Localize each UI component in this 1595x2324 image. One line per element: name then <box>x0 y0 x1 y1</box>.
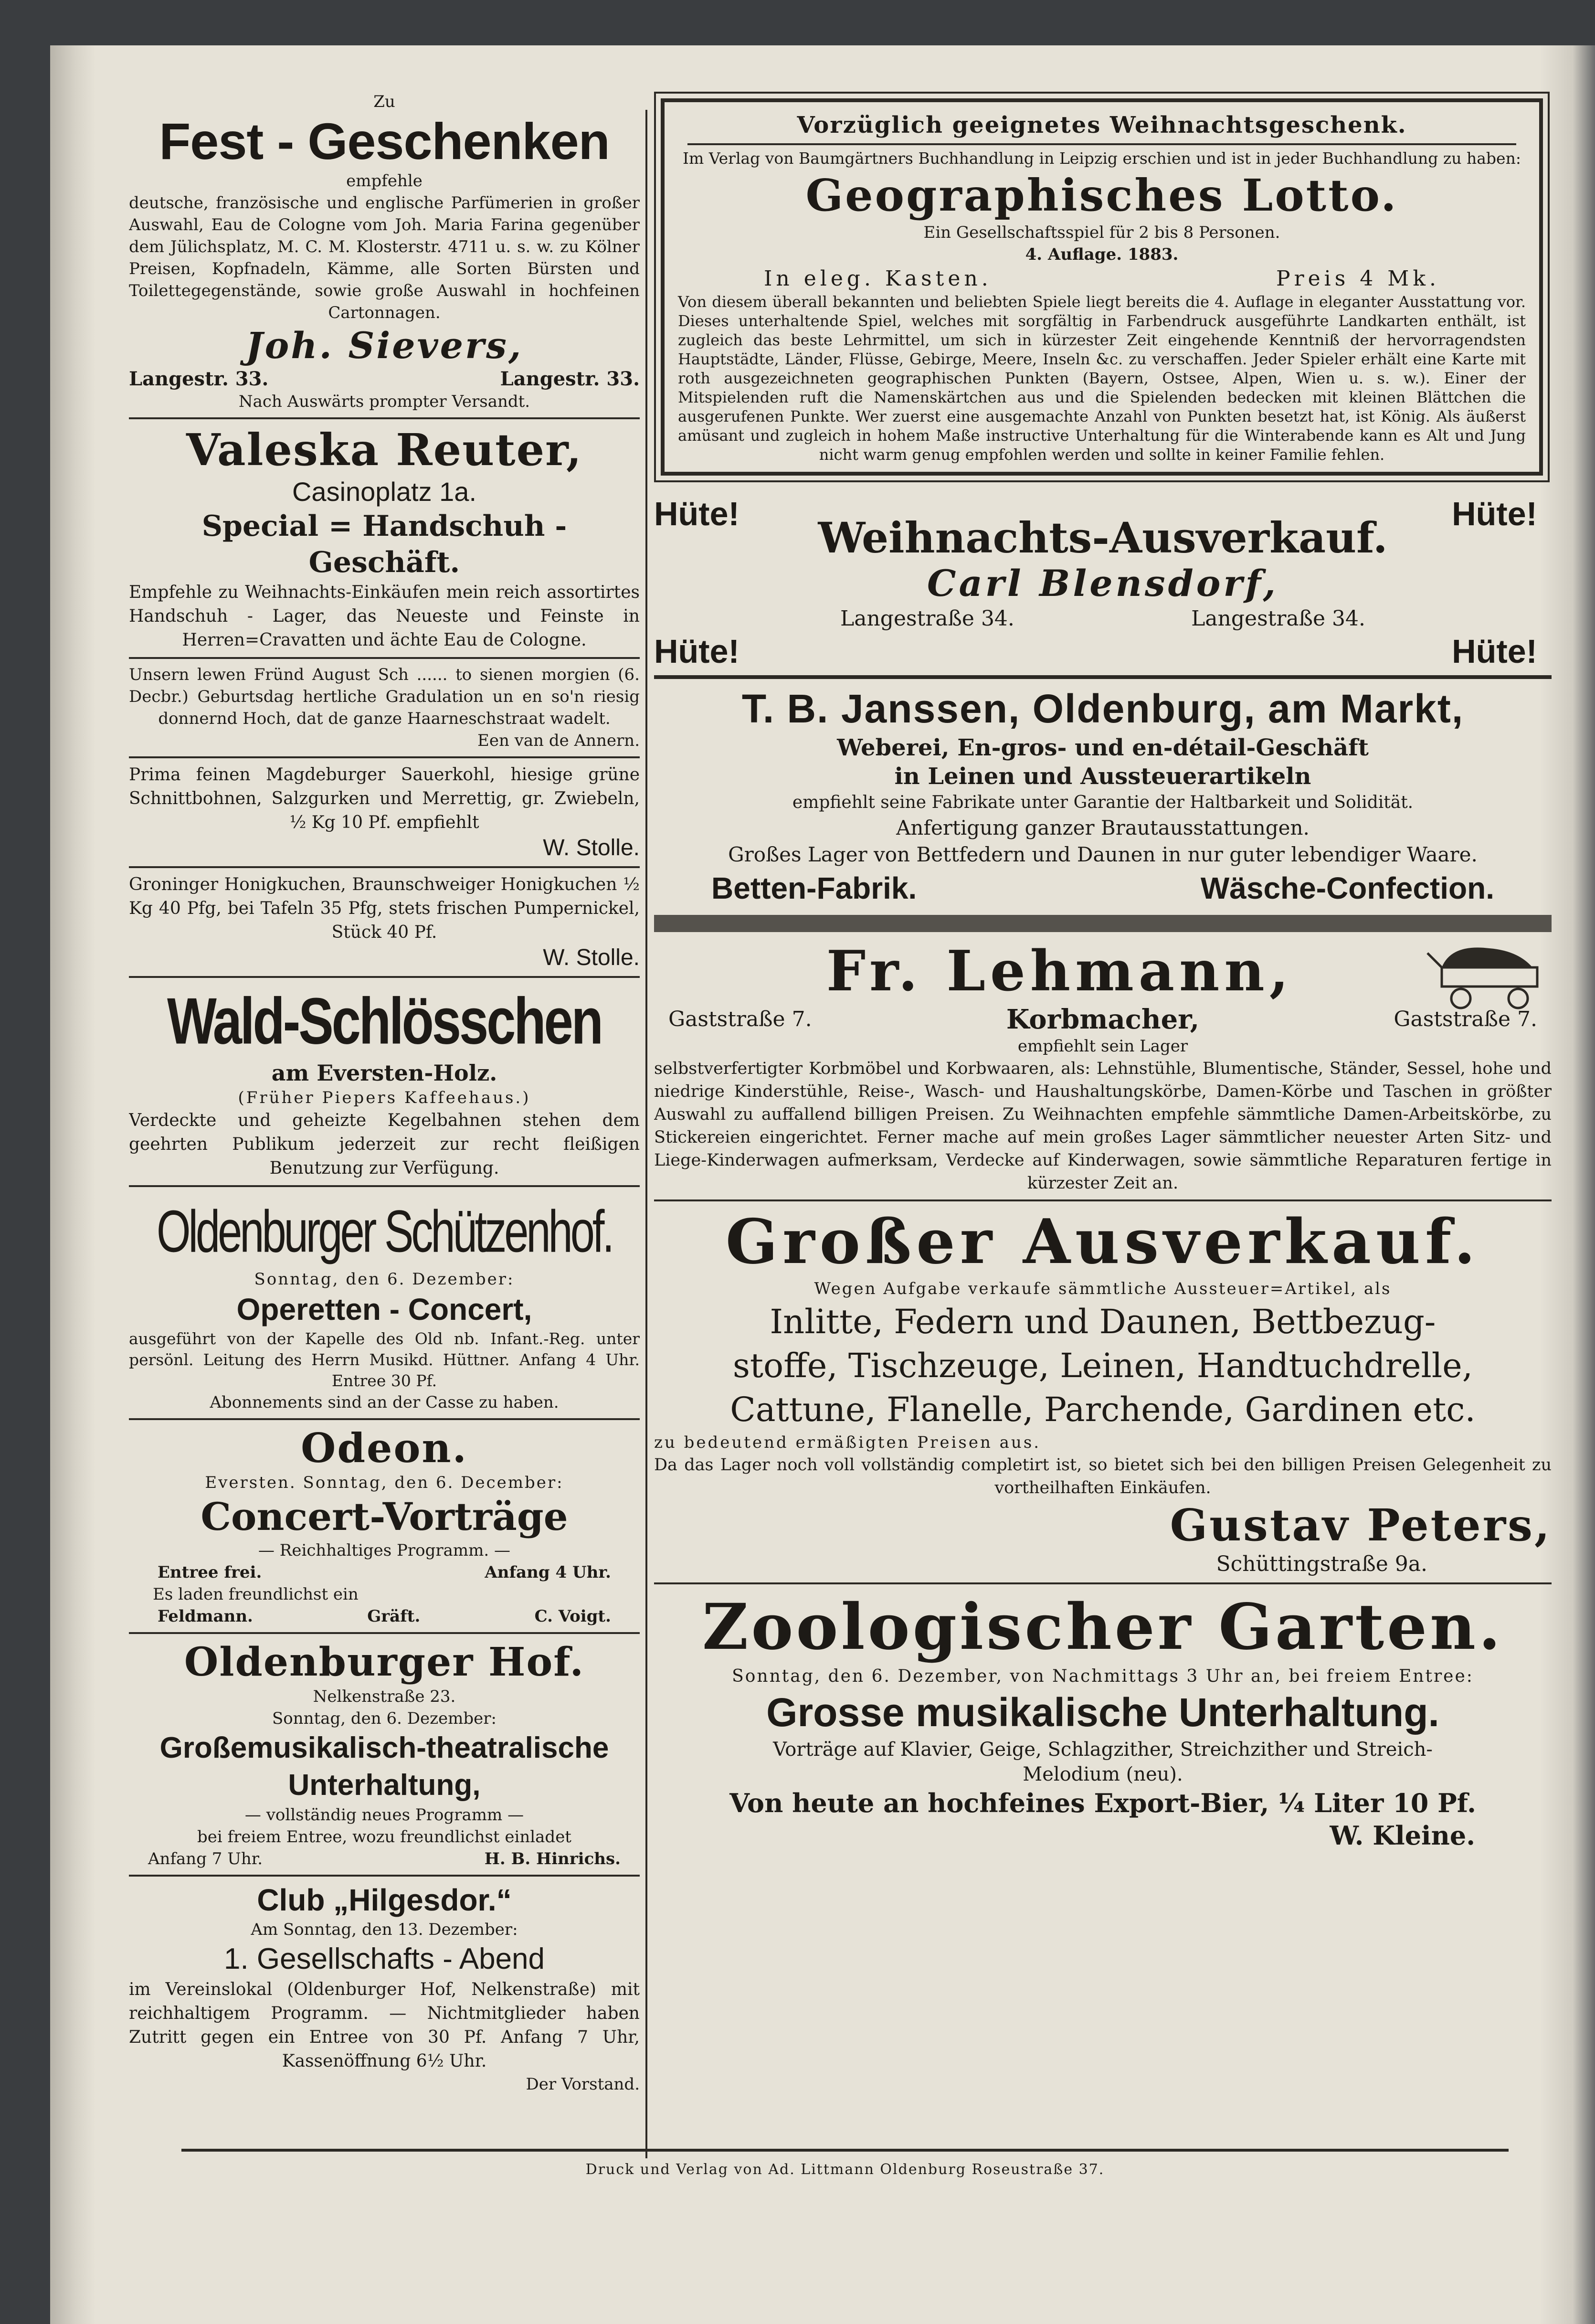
rule-thick <box>654 915 1552 932</box>
ad-stolle2-sign: W. Stolle. <box>543 945 640 970</box>
ad-hute-top-left: Hüte! <box>654 495 739 532</box>
ad-schuetzenhof-event: Operetten - Concert, <box>236 1292 532 1326</box>
imprint-footer: Druck und Verlag von Ad. Littmann Oldenburg Roseustraße 37. <box>181 2149 1509 2178</box>
ad-hof-anfang: Anfang 7 Uhr. <box>148 1849 263 1868</box>
ad-odeon-anfang: Anfang 4 Uhr. <box>485 1563 611 1582</box>
ad-lehmann-address-right: Gaststraße 7. <box>1394 1007 1537 1031</box>
ad-reuter-body: Empfehle zu Weihnachts-Einkäufen mein reich assortirtes Handschuh - Lager, das Neueste und Feinste in Herren=Cravatten und ächte Eau de Cologne. <box>129 583 640 650</box>
ad-hute-address-right: Langestraße 34. <box>1191 606 1365 631</box>
ad-august-greeting <box>129 664 640 752</box>
ad-odeon-sign-2: Gräft. <box>367 1607 421 1626</box>
rule <box>129 1632 640 1634</box>
ad-lotto-price: Preis 4 Mk. <box>1276 266 1440 291</box>
ad-valeska-reuter <box>129 424 640 652</box>
ad-zoologischer-garten <box>654 1589 1552 1852</box>
ad-wald-schloesschen <box>129 983 640 1180</box>
rule <box>129 1185 640 1187</box>
ad-club-body: im Vereinslokal (Oldenburger Hof, Nelkenstraße) mit reichhaltigem Programm. — Nichtmitglieder haben Zutritt gegen ein Entree von 30 Pf. Anfang 7 Uhr, Kassenöffnung 6½ Uhr. <box>129 1980 640 2071</box>
ad-club-event: 1. Gesellschafts - Abend <box>223 1942 545 1975</box>
ad-odeon-title: Odeon. <box>301 1424 468 1472</box>
ad-hof-sign: H. B. Hinrichs. <box>484 1849 621 1868</box>
ad-lehmann <box>654 939 1552 1195</box>
ad-schuetzenhof <box>129 1192 640 1413</box>
ad-stolle2-body: Groninger Honigkuchen, Braunschweiger Honigkuchen ½ Kg 40 Pfg, bei Tafeln 35 Pfg, stets frischen Pumpernickel, Stück 40 Pf. <box>129 875 640 942</box>
ad-august-sign: Een van de Annern. <box>477 731 640 750</box>
ad-lehmann-lead: empfiehlt sein Lager <box>1017 1037 1188 1056</box>
rule <box>654 1199 1552 1201</box>
ad-ausverkauf-line3: Cattune, Flanelle, Parchende, Gardinen etc. <box>730 1390 1476 1429</box>
rule <box>129 866 640 868</box>
ad-janssen-sub2: in Leinen und Aussteuerartikeln <box>894 763 1311 790</box>
ad-lotto-case: In eleg. Kasten. <box>764 266 992 291</box>
rule <box>687 143 1516 145</box>
ad-zoo-vortraege: Vorträge auf Klavier, Geige, Schlagzither, Streichzither und Streich- <box>773 1739 1433 1761</box>
ad-odeon <box>129 1425 640 1627</box>
ad-hute-address-left: Langestraße 34. <box>840 606 1014 631</box>
ad-hute-blensdorf <box>654 495 1552 670</box>
ad-august-body: Unsern lewen Fründ August Sch ...... to sienen morgien (6. Decbr.) Geburtsdag hertliche Gradulation un en so'n riesig donnernd Hoch, dat de ganze Haarneschstraat wadelt. <box>129 665 640 728</box>
ad-club-title: Club „Hilgesdor.“ <box>257 1883 512 1917</box>
ad-zoo-melodium: Melodium (neu). <box>1023 1763 1183 1785</box>
ad-fest-zu: Zu <box>373 92 395 111</box>
left-column <box>129 91 640 2158</box>
rule <box>129 417 640 419</box>
ad-lotto-title: Geographisches Lotto. <box>805 170 1398 221</box>
ad-fest-empfehle: empfehle <box>346 171 423 191</box>
ad-fest-address-right: Langestr. 33. <box>500 368 640 390</box>
ad-odeon-sign-1: Feldmann. <box>158 1607 253 1626</box>
ad-reuter-special: Special = Handschuh - Geschäft. <box>201 509 567 579</box>
ad-reuter-place: Casinoplatz 1a. <box>292 477 476 507</box>
ad-schuetzenhof-abo: Abonnements sind an der Casse zu haben. <box>210 1393 559 1412</box>
ad-janssen-line1: Anfertigung ganzer Brautausstattungen. <box>896 816 1310 839</box>
ad-club-sign: Der Vorstand. <box>526 2075 640 2094</box>
ad-schuetzenhof-body: ausgeführt von der Kapelle des Old nb. Infant.-Reg. unter persönl. Leitung des Herrn Musikd. Hüttner. Anfang 4 Uhr. Entree 30 Pf. <box>129 1329 640 1390</box>
rule <box>129 657 640 659</box>
ad-zoo-bier: Von heute an hochfeines Export-Bier, ¼ Liter 10 Pf. <box>729 1788 1476 1818</box>
ad-stolle1-body: Prima feinen Magdeburger Sauerkohl, hiesige grüne Schnittbohnen, Salzgurken und Merrettig, gr. Zwiebeln, ½ Kg 10 Pf. empfiehlt <box>129 765 640 832</box>
ad-lehmann-trade: Korbmacher, <box>1006 1004 1200 1035</box>
ad-ausverkauf-lead: Wegen Aufgabe verkaufe sämmtliche Aussteuer=Artikel, als <box>814 1279 1392 1298</box>
ad-fest-address-left: Langestr. 33. <box>129 368 269 390</box>
ad-stolle-honigkuchen <box>129 873 640 971</box>
ad-lotto-sub: Ein Gesellschaftsspiel für 2 bis 8 Personen. <box>923 223 1280 242</box>
ad-janssen-body: empfiehlt seine Fabrikate unter Garantie der Haltbarkeit und Solidität. <box>792 793 1414 812</box>
ad-zoo-event: Grosse musikalische Unterhaltung. <box>766 1690 1439 1735</box>
ad-janssen-title: T. B. Janssen, Oldenburg, am Markt, <box>741 686 1464 731</box>
ad-ausverkauf-line2: stoffe, Tischzeuge, Leinen, Handtuchdrelle, <box>733 1346 1473 1385</box>
ad-hof-title: Oldenburger Hof. <box>184 1639 585 1685</box>
ad-wald-prev: (Früher Piepers Kaffeehaus.) <box>238 1088 531 1107</box>
pram-icon <box>1423 939 1552 1010</box>
ad-hof-event: Großemusikalisch-theatralische Unterhaltung, <box>159 1731 609 1802</box>
ad-hof-prog: — vollständig neues Programm — <box>244 1805 524 1825</box>
ad-odeon-invite: Es laden freundlichst ein <box>153 1585 359 1604</box>
ad-fest-title: Fest - Geschenken <box>159 112 610 170</box>
ad-hof-body: bei freiem Entree, wozu freundlichst einladet <box>197 1827 571 1846</box>
ad-fest-name: Joh. Sievers, <box>245 324 523 367</box>
ad-schuetzenhof-date: Sonntag, den 6. Dezember: <box>254 1270 515 1289</box>
ad-fest-note: Nach Auswärts prompter Versandt. <box>238 392 530 411</box>
ad-janssen <box>654 684 1552 908</box>
ad-hute-title: Weihnachts-Ausverkauf. <box>818 513 1388 562</box>
ad-lehmann-address-left: Gaststraße 7. <box>668 1007 812 1031</box>
right-column <box>654 91 1552 2158</box>
ad-hute-bottom-left: Hüte! <box>654 633 739 670</box>
ad-fest-body: deutsche, französische und englische Parfümerien in großer Auswahl, Eau de Cologne vom Joh. Maria Farina gegenüber dem Jülichsplatz, M. C. M. Klosterstr. 4711 u. s. w. zu Kölner Preisen, Kopfnadeln, Kämme, alle Sorten Bürsten und Toilettegegenstände, sowie große Auswahl in hochfeinen Cartonnagen. <box>129 193 640 322</box>
ad-ausverkauf-body: Da das Lager noch voll vollständig completirt ist, so bietet sich bei den billigen Preisen Gelegenheit zu vortheilhaften Einkäufen. <box>654 1455 1552 1497</box>
ad-hof-street: Nelkenstraße 23. <box>313 1687 456 1706</box>
ad-schuetzenhof-title: Oldenburger Schützenhof. <box>156 1199 613 1265</box>
ad-lehmann-body: selbstverfertigter Korbmöbel und Korbwaaren, als: Lehnstühle, Blumentische, Ständer, Sessel, hohe und niedrige Kinderstühle, Reise-, Wasch- und Haushaltungskörbe, Damen-Körbe und Taschen in größter Auswahl zu auffallend billigen Preisen. Zu Weihnachten empfehle sämmtliche Damen-Arbeitskörbe, zu Stickereien eingerichtet. Ferner mache auf mein großes Lager sämmtlicher neuester Arten Sitz- und Liege-Kinderwagen aufmerksam, Verdecke auf Kinderwagen, sowie sämmtliche Reparaturen fertige in kürzester Zeit an. <box>654 1059 1552 1193</box>
ad-grosser-ausverkauf <box>654 1206 1552 1578</box>
ad-hute-top-right: Hüte! <box>1452 495 1537 532</box>
ad-lotto-head: Vorzüglich geeignetes Weihnachtsgeschenk. <box>797 112 1407 138</box>
ad-reuter-name: Valeska Reuter, <box>186 424 582 476</box>
ad-odeon-event: Concert-Vorträge <box>201 1494 568 1539</box>
ad-lehmann-title: Fr. Lehmann, <box>826 939 1294 1004</box>
rule <box>654 675 1552 679</box>
ad-stolle-sauerkohl <box>129 763 640 861</box>
ad-janssen-betten: Betten-Fabrik. <box>711 871 917 905</box>
ad-ausverkauf-line1: Inlitte, Federn und Daunen, Bettbezug- <box>770 1302 1436 1341</box>
ad-janssen-sub1: Weberei, En-gros- und en-détail-Geschäft <box>837 734 1369 761</box>
ad-ausverkauf-price: zu bedeutend ermäßigten Preisen aus. <box>654 1433 1041 1452</box>
ad-club-date: Am Sonntag, den 13. Dezember: <box>251 1920 518 1939</box>
ad-ausverkauf-address: Schüttingstraße 9a. <box>1216 1552 1427 1576</box>
ad-oldenburger-hof <box>129 1639 640 1870</box>
ad-janssen-waesche: Wäsche-Confection. <box>1200 871 1494 905</box>
ad-janssen-line2: Großes Lager von Bettfedern und Daunen in nur guter lebendiger Waare. <box>728 843 1478 866</box>
ad-hof-date: Sonntag, den 6. Dezember: <box>272 1709 496 1728</box>
rule <box>129 1875 640 1877</box>
ad-wald-sub: am Eversten-Holz. <box>271 1060 497 1086</box>
ad-lotto-edition: 4. Auflage. 1883. <box>1025 245 1179 264</box>
rule <box>129 1418 640 1420</box>
ad-stolle1-sign: W. Stolle. <box>543 835 640 860</box>
rule <box>654 1582 1552 1584</box>
ad-hute-name: Carl Blensdorf, <box>927 562 1278 605</box>
ad-wald-body: Verdeckte und geheizte Kegelbahnen stehen dem geehrten Publikum jederzeit zur recht fleißigen Benutzung zur Verfügung. <box>129 1111 640 1178</box>
ad-hute-bottom-right: Hüte! <box>1452 633 1537 670</box>
ad-wald-title: Wald-Schlösschen <box>167 984 602 1058</box>
ad-zoo-date: Sonntag, den 6. Dezember, von Nachmittags 3 Uhr an, bei freiem Entree: <box>732 1666 1474 1686</box>
ad-ausverkauf-name: Gustav Peters, <box>1170 1499 1552 1551</box>
ad-odeon-date: Eversten. Sonntag, den 6. December: <box>205 1473 564 1492</box>
ad-odeon-sign-3: C. Voigt. <box>534 1607 611 1626</box>
ad-odeon-prog: — Reichhaltiges Programm. — <box>258 1541 511 1560</box>
rule <box>129 756 640 758</box>
ad-lotto-intro: Im Verlag von Baumgärtners Buchhandlung in Leipzig erschien und ist in jeder Buchhandlung zu haben: <box>683 149 1521 168</box>
ad-lotto-body: Von diesem überall bekannten und beliebten Spiele liegt bereits die 4. Auflage in eleganter Ausstattung vor. Dieses unterhaltende Spiel, welches mit sorgfältig in Farbendruck ausgeführte Landkarten enthält, ist zugleich das beste Lehrmittel, um sich in kürzester Zeit eingehende Kenntniß der hervorragendsten Hauptstädte, Länder, Flüsse, Gebirge, Meere, Inseln &c. zu verschaffen. Jeder Spieler erhält eine Karte mit roth ausgezeichneten geographischen Punkten (Bayern, Ostsee, Alpen, Wien u. s. w.). Einer der Mitspielenden ruft die Namenskärtchen aus und die Spielenden bedecken mit kleinen Blättchen die ausgerufenen Punkte. Wer zuerst eine ausgemachte Anzahl von Punkten besetzt hat, ist König. Als äußerst amüsant und zugleich in hohem Maße instructive Unterhaltung für die Winterabende kann es Alt und Jung nicht warm genug empfohlen werden und sollte in keiner Familie fehlen. <box>678 293 1526 464</box>
rule <box>129 976 640 978</box>
page-binding-edge <box>50 45 95 2324</box>
ad-geographisches-lotto <box>661 98 1543 476</box>
ad-ausverkauf-title: Großer Ausverkauf. <box>725 1206 1480 1278</box>
column-divider <box>645 110 647 2158</box>
ad-odeon-entree: Entree frei. <box>158 1563 262 1582</box>
ad-zoo-title: Zoologischer Garten. <box>702 1590 1503 1664</box>
ad-zoo-sign: W. Kleine. <box>1330 1820 1475 1851</box>
ad-fest-geschenken <box>129 91 640 413</box>
ad-club-hilgesdor <box>129 1881 640 2095</box>
